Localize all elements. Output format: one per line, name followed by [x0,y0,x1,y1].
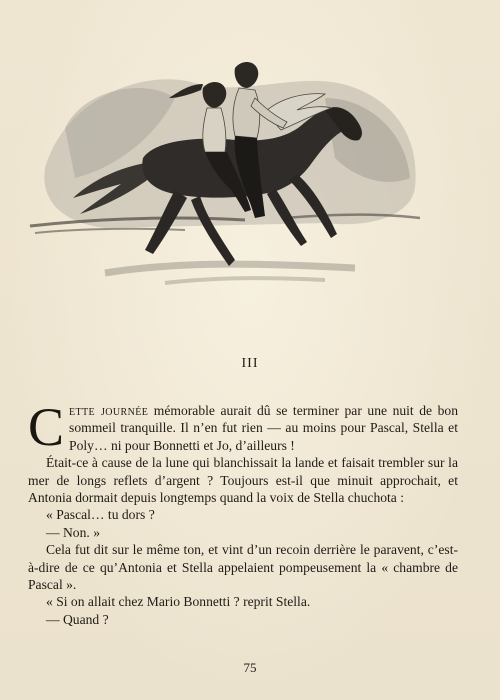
chapter-number: III [241,356,259,371]
paragraph-4: — Non. » [46,524,100,540]
chapter-text [28,397,459,628]
paragraph-6: « Si on allait chez Mario Bonnetti ? reprit Stella. [46,594,311,610]
page-number: 75 [243,660,257,675]
paragraph-1 [28,397,459,457]
opening-smallcaps: ette journée [69,403,149,418]
paragraph-1-text: mémorable aurait dû se terminer par une nuit de bon sommeil tranquille. Il n’en fut rien — au moins pour Pascal, Stella et Poly… ni pour Bonnetti et Jo, d’ailleurs ! [69,403,459,453]
paragraph-7: — Quand ? [46,611,109,627]
paragraph-3: « Pascal… tu dors ? [46,507,155,523]
paragraph-5: Cela fut dit sur le même ton, et vint d’un recoin derrière le paravent, c’est-à-dire de ce qu’Antonia et Stella appelaient pompeusement la « chambre de Pascal ». [28,542,458,593]
illustration-horse-riders [25,28,425,298]
paragraph-2: Était-ce à cause de la lune qui blanchissait la lande et faisait trembler sur la mer de longs reflets d’argent ? Toujours est-il que minuit approchait, et Antonia dormait depuis longtemps quand la voix de Stella chuchota : [28,455,458,506]
dropcap: C [28,397,65,457]
